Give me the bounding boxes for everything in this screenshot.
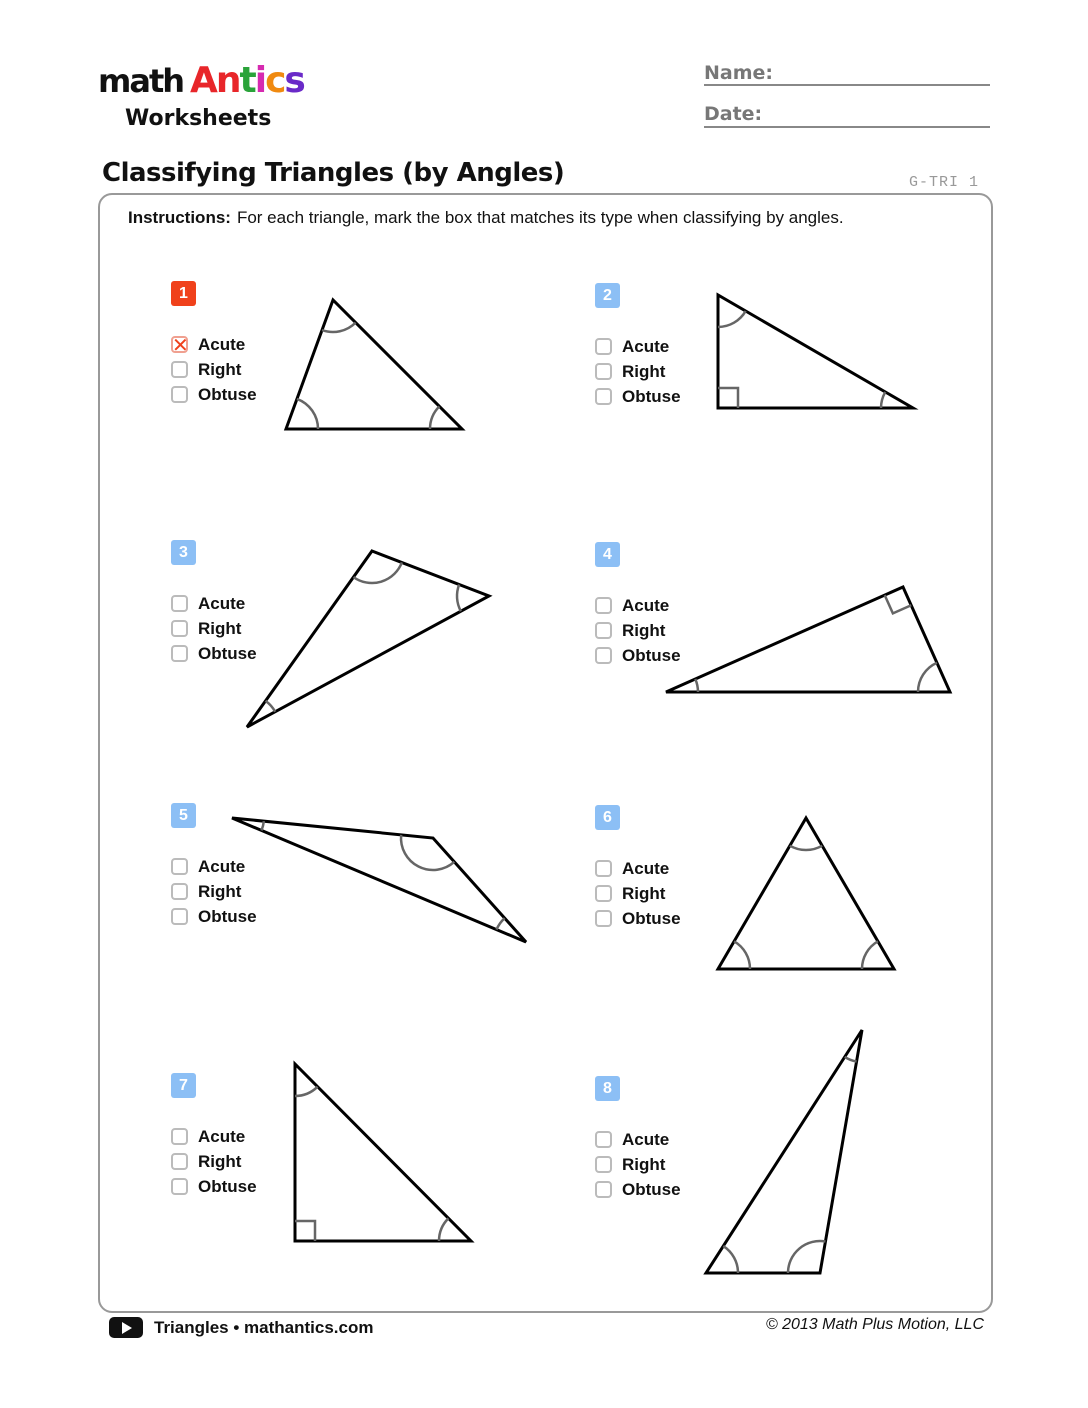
angle-arc xyxy=(845,1057,857,1062)
option-label: Acute xyxy=(622,336,670,356)
option-label: Acute xyxy=(198,334,246,354)
triangle-3 xyxy=(247,551,489,727)
triangle-4 xyxy=(666,587,950,692)
name-label: Name: xyxy=(704,62,774,84)
angle-arc xyxy=(862,941,878,969)
angle-arc xyxy=(457,585,461,612)
triangle-8 xyxy=(706,1030,862,1273)
logo-math: math xyxy=(98,62,184,100)
angle-arc xyxy=(695,679,698,692)
option-label: Right xyxy=(622,361,666,381)
problem-number: 4 xyxy=(595,542,620,567)
angle-arc xyxy=(295,1087,318,1096)
option-label: Acute xyxy=(198,1126,246,1146)
option-label: Obtuse xyxy=(198,384,257,404)
option-label: Obtuse xyxy=(622,908,681,928)
triangle-2 xyxy=(718,295,913,408)
angle-arc xyxy=(266,701,276,712)
option-label: Right xyxy=(198,1151,242,1171)
problem-number: 6 xyxy=(595,805,620,830)
option-label: Acute xyxy=(622,1129,670,1149)
logo-worksheets: Worksheets xyxy=(125,106,272,131)
angle-arc xyxy=(430,406,439,429)
footer-link[interactable]: Triangles • mathantics.com xyxy=(154,1318,374,1337)
option-label: Obtuse xyxy=(198,906,257,926)
option-label: Obtuse xyxy=(622,386,681,406)
page-title: Classifying Triangles (by Angles) xyxy=(102,158,565,188)
right-angle-mark xyxy=(295,1221,315,1241)
option-label: Acute xyxy=(198,593,246,613)
instructions-text: For each triangle, mark the box that matches its type when classifying by angles. xyxy=(236,208,844,227)
angle-arc xyxy=(439,1218,448,1241)
angle-arc xyxy=(734,941,750,969)
problem-number: 5 xyxy=(171,803,196,828)
play-icon xyxy=(109,1317,143,1338)
option-label: Right xyxy=(198,618,242,638)
problem-number: 8 xyxy=(595,1076,620,1101)
angle-arc xyxy=(881,392,885,408)
option-label: Right xyxy=(198,359,242,379)
triangle-7 xyxy=(295,1064,471,1241)
worksheet-code: G-TRI 1 xyxy=(909,174,980,191)
option-label: Acute xyxy=(622,858,670,878)
option-label: Acute xyxy=(622,595,670,615)
option-label: Obtuse xyxy=(198,643,257,663)
angle-arc xyxy=(790,846,822,850)
option-label: Right xyxy=(622,883,666,903)
option-label: Right xyxy=(198,881,242,901)
copyright: © 2013 Math Plus Motion, LLC xyxy=(765,1316,984,1333)
instructions-label: Instructions: xyxy=(128,208,231,227)
angle-arc xyxy=(497,918,505,929)
logo-antics: Antics xyxy=(190,60,304,101)
option-label: Acute xyxy=(198,856,246,876)
option-label: Right xyxy=(622,1154,666,1174)
problem-number: 3 xyxy=(171,540,196,565)
problem-number: 7 xyxy=(171,1073,196,1098)
angle-arc xyxy=(322,323,356,332)
option-label: Obtuse xyxy=(622,1179,681,1199)
problem-number: 1 xyxy=(171,281,196,306)
triangle-5 xyxy=(232,818,526,942)
angle-arc xyxy=(261,821,263,830)
option-label: Obtuse xyxy=(622,645,681,665)
date-label: Date: xyxy=(704,103,763,125)
angle-arc xyxy=(297,399,318,429)
triangle-6 xyxy=(718,818,894,969)
angle-arc xyxy=(723,1246,738,1273)
right-angle-mark xyxy=(718,388,738,408)
option-label: Right xyxy=(622,620,666,640)
angle-arc xyxy=(718,311,746,327)
problem-number: 2 xyxy=(595,283,620,308)
option-label: Obtuse xyxy=(198,1176,257,1196)
angle-arc xyxy=(918,663,937,692)
